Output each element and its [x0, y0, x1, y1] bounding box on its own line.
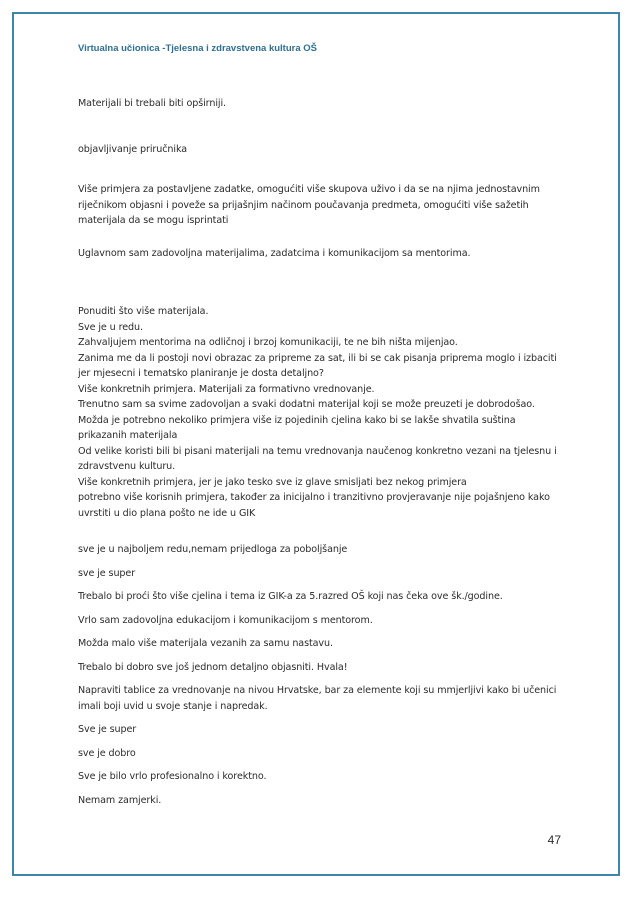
feedback-entry: Možda malo više materijala vezanih za samu nastavu. — [78, 638, 333, 649]
feedback-entry: Vrlo sam zadovoljna edukacijom i komunikacijom s mentorom. — [78, 614, 373, 626]
feedback-entry: Trebalo bi proći što više cjelina i tema iz GIK-a za 5.razred OŠ koji nas čeka ove šk./godine. — [78, 591, 503, 602]
feedback-entry: objavljivanje priručnika — [78, 143, 188, 155]
feedback-entry: Nemam zamjerki. — [78, 794, 162, 806]
page-number: 47 — [547, 833, 561, 847]
feedback-entry: Napraviti tablice za vrednovanje na nivou Hrvatske, bar za elemente koji su mmjerljivi kako bi učenici imali boji uvid u svoje stanje i napredak. — [78, 685, 557, 712]
feedback-entry: sve je u najboljem redu,nemam prijedloga za poboljšanje — [78, 544, 348, 555]
feedback-entry: Materijali bi trebali biti opširniji. — [78, 98, 226, 109]
feedback-entry: Od velike koristi bili bi pisani materijali na temu vrednovanja naučenog konkretno vezani na tjelesnu i zdravstvenu kulturu. — [78, 445, 557, 472]
feedback-entry: Uglavnom sam zadovoljna materijalima, zadatcima i komunikacijom sa mentorima. — [78, 247, 471, 259]
feedback-entry: Više konkretnih primjera, jer je jako tesko sve iz glave smisljati bez nekog primjera — [78, 476, 467, 488]
feedback-entry: Trenutno sam sa svime zadovoljan a svaki dodatni materijal koji se može preuzeti je dobrodošao. — [78, 399, 535, 410]
feedback-entry: Više konkretnih primjera. Materijali za formativno vrednovanje. — [78, 383, 375, 395]
feedback-entry: Sve je u redu. — [78, 321, 143, 333]
feedback-entry: Trebalo bi dobro sve još jednom detaljno objasniti. Hvala! — [78, 661, 348, 673]
feedback-entry: Zahvaljujem mentorima na odličnoj i brzoj komunikaciji, te ne bih ništa mijenjao. — [78, 337, 458, 348]
feedback-entry: Možda je potrebno nekoliko primjera više iz pojedinih cjelina kako bi se lakše shvatila suština prikazanih materijala — [78, 414, 516, 441]
feedback-entry: Više primjera za postavljene zadatke, omogućiti više skupova uživo i da se na njima jednostavnim riječnikom objasni i poveže sa prijašnjim načinom poučavanja predmeta, omogućiti više sažetih materijala da se mogu isprintati — [78, 184, 540, 226]
feedback-entry: sve je super — [78, 567, 136, 579]
feedback-entry: Sve je bilo vrlo profesionalno i korektno. — [78, 771, 267, 782]
feedback-entry: Ponuditi što više materijala. — [78, 306, 209, 317]
feedback-list — [78, 96, 558, 808]
feedback-entry: potrebno više korisnih primjera, također za inicijalno i tranzitivno provjeravanje nije pojašnjeno kako uvrstiti u dio plana pošto ne ide u GIK — [78, 492, 550, 519]
feedback-entry: Sve je super — [78, 724, 137, 735]
running-header: Virtualna učionica -Tjelesna i zdravstvena kultura OŠ — [78, 43, 317, 54]
feedback-entry: Zanima me da li postoji novi obrazac za pripreme za sat, ili bi se cak pisanja priprema moglo i izbaciti jer mjesecni i tematsko planiranje je dosta detaljno? — [78, 352, 557, 379]
feedback-entry: sve je dobro — [78, 747, 136, 759]
